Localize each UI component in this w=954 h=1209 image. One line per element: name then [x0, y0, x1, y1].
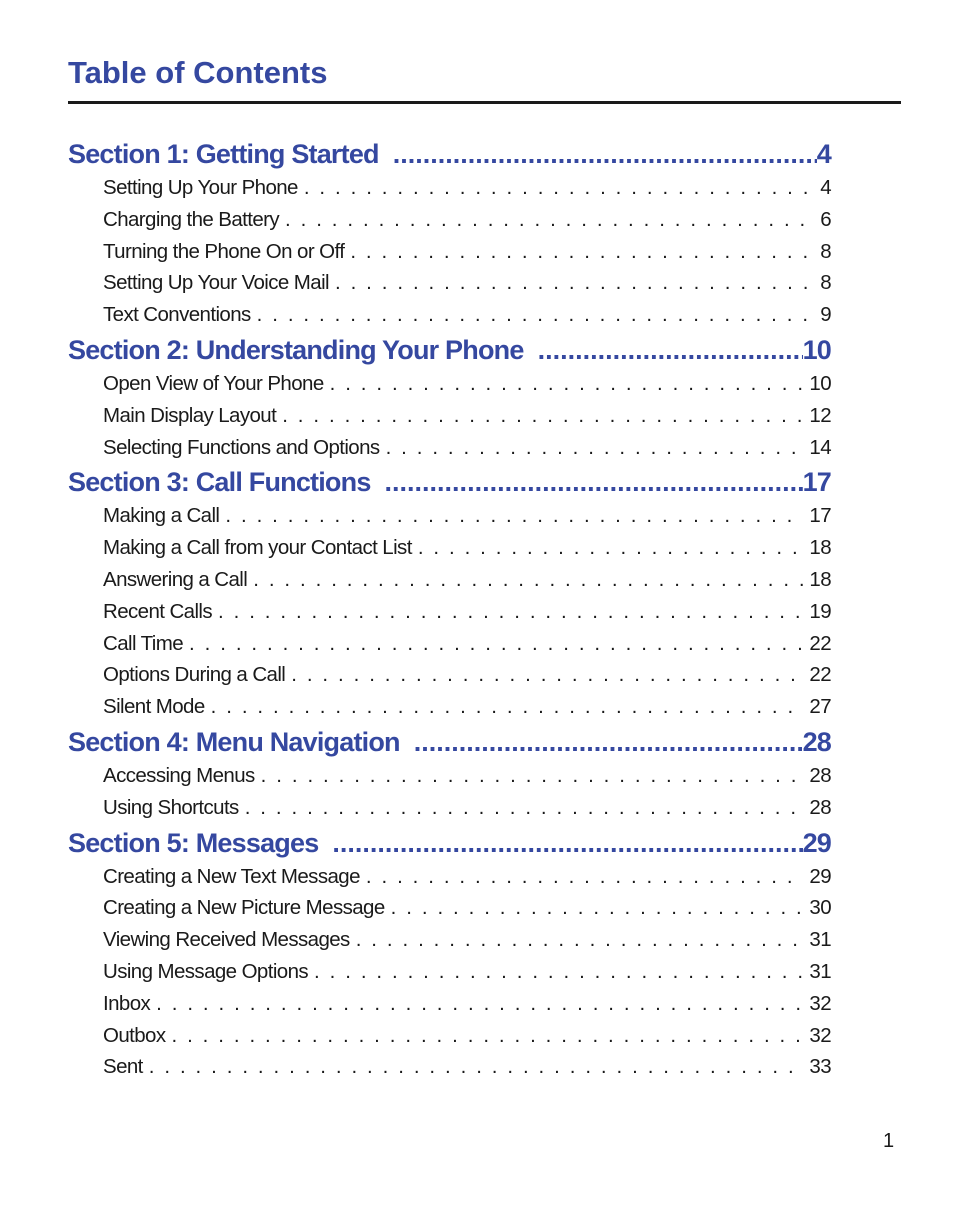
dot-leader: [156, 988, 803, 1020]
entry-page-number: 27: [809, 695, 831, 719]
entry-title: Setting Up Your Voice Mail: [103, 271, 329, 295]
dot-leader: [218, 596, 803, 628]
entry-title: Recent Calls: [103, 599, 213, 623]
entry-title: Setting Up Your Phone: [103, 176, 298, 199]
dot-leader: [253, 564, 803, 596]
toc-entry[interactable]: [103, 432, 831, 464]
toc-entry[interactable]: [103, 532, 831, 564]
page-number: 1: [883, 1130, 895, 1152]
toc-entry[interactable]: [103, 924, 831, 956]
entry-title: Accessing Menus: [103, 763, 255, 787]
entry-title: Making a Call: [103, 504, 220, 528]
toc-entry[interactable]: [103, 861, 831, 893]
entry-title: Sent: [103, 1055, 143, 1079]
dot-leader: [211, 691, 804, 723]
entry-title: Turning the Phone On or Off: [103, 239, 345, 263]
toc-entry[interactable]: [103, 368, 831, 400]
dot-leader: [332, 826, 802, 860]
entry-page-number: 32: [809, 1023, 831, 1047]
toc-entry[interactable]: [103, 299, 831, 331]
entry-page-number: 22: [809, 631, 831, 655]
entry-title: Using Shortcuts: [103, 795, 239, 819]
toc-entry[interactable]: [103, 267, 831, 299]
dot-leader: [282, 400, 803, 432]
dot-leader: [386, 432, 804, 464]
toc-section-4[interactable]: [68, 725, 831, 759]
entry-page-number: 18: [809, 536, 831, 560]
toc-entry[interactable]: [103, 500, 831, 532]
dot-leader: [538, 333, 803, 367]
entry-title: Making a Call from your Contact List: [103, 536, 412, 560]
entry-page-number: 19: [809, 599, 831, 623]
entry-page-number: 12: [809, 403, 831, 427]
entry-title: Main Display Layout: [103, 403, 277, 427]
entry-title: Options During a Call: [103, 663, 286, 687]
dot-leader: [189, 628, 803, 660]
toc-entry[interactable]: [103, 1020, 831, 1052]
entry-page-number: 22: [809, 663, 831, 687]
entry-title: Text Conventions: [103, 303, 251, 327]
toc-entry[interactable]: [103, 628, 831, 660]
dot-leader: [385, 465, 803, 499]
dot-leader: [225, 500, 803, 532]
entry-title: Viewing Received Messages: [103, 928, 350, 952]
toc-entry[interactable]: [103, 892, 831, 924]
entry-page-number: 6: [820, 207, 831, 231]
entry-page-number: 10: [809, 371, 831, 395]
entry-page-number: 29: [809, 864, 831, 888]
section-title: Section 2: Understanding Your Phone: [68, 334, 524, 365]
toc-entry[interactable]: [103, 1051, 831, 1083]
table-of-contents: [68, 137, 831, 1083]
section-page-number: 10: [802, 334, 831, 365]
toc-entry[interactable]: [103, 400, 831, 432]
toc-entry[interactable]: [103, 988, 831, 1020]
entry-page-number: 28: [809, 795, 831, 819]
entry-title: Creating a New Picture Message: [103, 896, 385, 920]
dot-leader: [304, 172, 814, 204]
toc-entry[interactable]: [103, 596, 831, 628]
entry-title: Creating a New Text Message: [103, 864, 360, 888]
dot-leader: [261, 760, 804, 792]
dot-leader: [291, 659, 803, 691]
entry-page-number: 32: [809, 991, 831, 1015]
entry-title: Charging the Battery: [103, 207, 280, 231]
entry-page-number: 31: [809, 959, 831, 983]
section-page-number: 17: [802, 467, 831, 498]
dot-leader: [335, 267, 814, 299]
dot-leader: [350, 236, 814, 268]
entry-title: Using Message Options: [103, 959, 309, 983]
entry-title: Silent Mode: [103, 695, 205, 719]
toc-section-1[interactable]: [68, 137, 831, 171]
section-title: Section 3: Call Functions: [68, 467, 371, 498]
toc-entry[interactable]: [103, 236, 831, 268]
dot-leader: [314, 956, 803, 988]
entry-page-number: 28: [809, 763, 831, 787]
dot-leader: [393, 137, 817, 171]
dot-leader: [414, 725, 803, 759]
entry-title: Inbox: [103, 991, 151, 1015]
dot-leader: [391, 892, 804, 924]
entry-page-number: 4: [820, 176, 831, 199]
toc-entry[interactable]: [103, 564, 831, 596]
dot-leader: [356, 924, 804, 956]
dot-leader: [285, 204, 814, 236]
entry-page-number: 8: [820, 239, 831, 263]
section-page-number: 29: [802, 827, 831, 858]
dot-leader: [418, 532, 804, 564]
entry-title: Selecting Functions and Options: [103, 435, 380, 459]
entry-page-number: 18: [809, 567, 831, 591]
section-title: Section 1: Getting Started: [68, 139, 379, 169]
dot-leader: [172, 1020, 804, 1052]
dot-leader: [330, 368, 804, 400]
toc-entry[interactable]: [103, 956, 831, 988]
section-title: Section 4: Menu Navigation: [68, 726, 400, 757]
dot-leader: [366, 861, 804, 893]
toc-entry[interactable]: [103, 760, 831, 792]
toc-entry[interactable]: [103, 204, 831, 236]
dot-leader: [149, 1051, 804, 1083]
section-page-number: 4: [816, 139, 831, 169]
toc-entry[interactable]: [103, 659, 831, 691]
entry-page-number: 9: [820, 303, 831, 327]
entry-page-number: 33: [809, 1055, 831, 1079]
entry-title: Open View of Your Phone: [103, 371, 324, 395]
entry-title: Call Time: [103, 631, 184, 655]
toc-entry[interactable]: [103, 792, 831, 824]
dot-leader: [245, 792, 804, 824]
title-divider: [68, 101, 901, 104]
page-title: Table of Contents: [68, 55, 328, 90]
entry-title: Outbox: [103, 1023, 166, 1047]
toc-entry[interactable]: [103, 691, 831, 723]
toc-section-2[interactable]: [68, 333, 831, 367]
toc-section-3[interactable]: [68, 465, 831, 499]
entry-page-number: 14: [809, 435, 831, 459]
section-title: Section 5: Messages: [68, 827, 319, 858]
toc-entry[interactable]: [103, 172, 831, 204]
entry-page-number: 8: [820, 271, 831, 295]
entry-page-number: 31: [809, 928, 831, 952]
dot-leader: [257, 299, 815, 331]
toc-section-5[interactable]: [68, 826, 831, 860]
section-page-number: 28: [802, 726, 831, 757]
entry-page-number: 17: [809, 504, 831, 528]
entry-title: Answering a Call: [103, 567, 248, 591]
entry-page-number: 30: [809, 896, 831, 920]
